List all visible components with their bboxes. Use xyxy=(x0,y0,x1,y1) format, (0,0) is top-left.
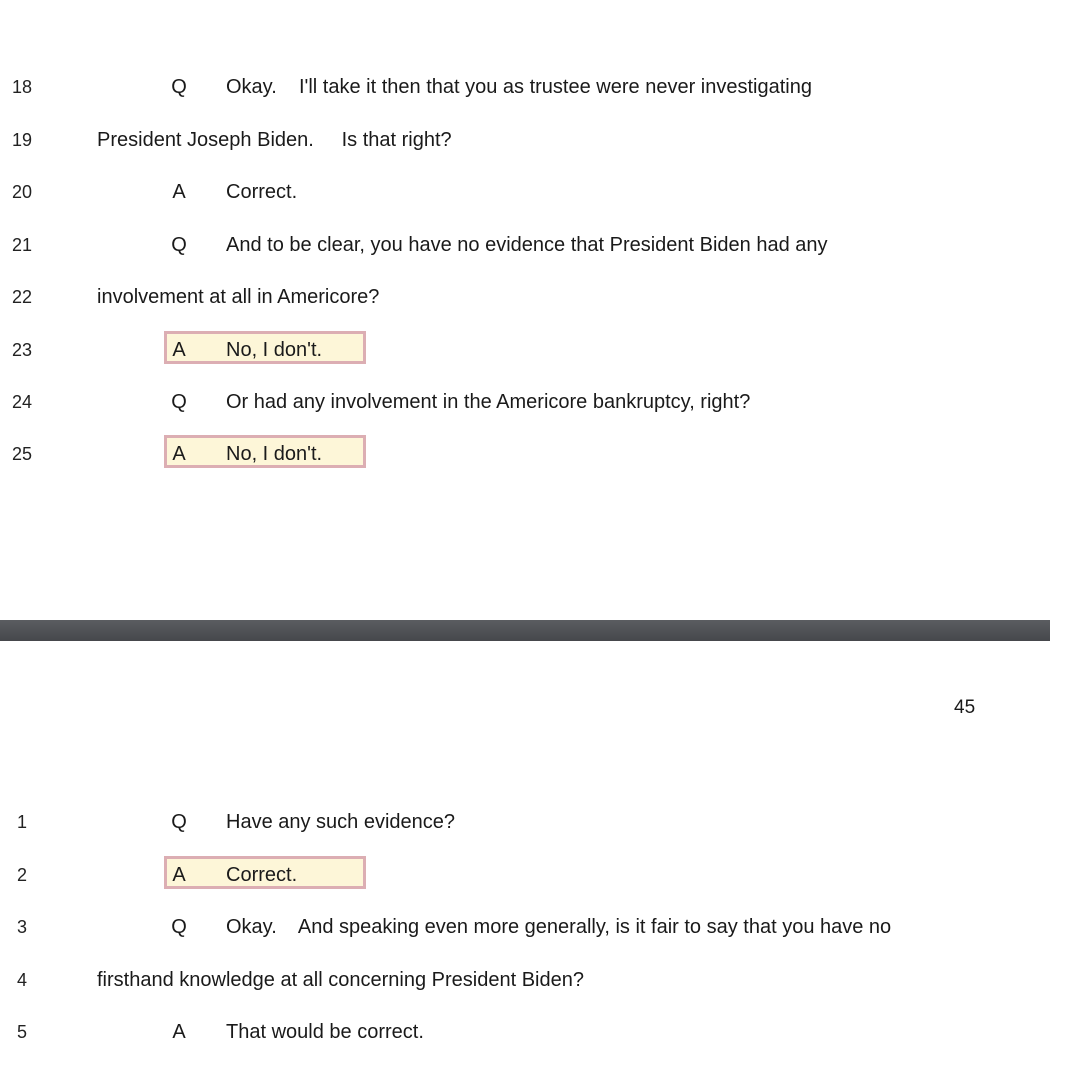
transcript-line xyxy=(0,282,1050,312)
line-text: firsthand knowledge at all concerning President Biden? xyxy=(97,969,584,991)
transcript-line-highlighted xyxy=(0,335,1050,365)
speaker-label: Q xyxy=(171,916,187,938)
speaker-label: A xyxy=(172,864,186,886)
line-number: 24 xyxy=(11,392,33,412)
line-number: 5 xyxy=(16,1022,27,1042)
speaker-label: A xyxy=(172,339,186,361)
speaker-label: Q xyxy=(171,811,187,833)
speaker-label: A xyxy=(172,443,186,465)
line-number: 2 xyxy=(16,865,27,885)
line-number: 23 xyxy=(11,340,33,360)
line-number: 20 xyxy=(11,182,33,202)
line-text: President Joseph Biden. Is that right? xyxy=(97,129,452,151)
transcript-line xyxy=(0,125,1050,155)
line-number: 4 xyxy=(16,970,27,990)
line-text: That would be correct. xyxy=(226,1021,424,1043)
transcript-line-highlighted xyxy=(0,439,1050,469)
line-number: 25 xyxy=(11,444,33,464)
transcript-line xyxy=(0,912,1050,942)
speaker-label: Q xyxy=(171,391,187,413)
line-text: And to be clear, you have no evidence that President Biden had any xyxy=(226,234,828,256)
transcript-line xyxy=(0,1017,1050,1047)
transcript-page-45 xyxy=(0,641,1050,1065)
line-number: 1 xyxy=(16,812,27,832)
line-text: Correct. xyxy=(226,864,298,886)
line-number: 18 xyxy=(11,77,33,97)
line-text: involvement at all in Americore? xyxy=(97,286,380,308)
line-number: 19 xyxy=(11,130,33,150)
page-divider xyxy=(0,620,1050,641)
page-number: 45 xyxy=(954,697,976,718)
line-number: 3 xyxy=(16,917,27,937)
line-text: No, I don't. xyxy=(226,443,323,465)
transcript-line xyxy=(0,965,1050,995)
transcript-line xyxy=(0,72,1050,102)
transcript-line-highlighted xyxy=(0,860,1050,890)
line-text: No, I don't. xyxy=(226,339,323,361)
transcript-line xyxy=(0,387,1050,417)
line-text: Correct. xyxy=(226,181,298,203)
speaker-label: A xyxy=(172,181,186,203)
line-text: Or had any involvement in the Americore bankruptcy, right? xyxy=(226,391,751,413)
transcript-line xyxy=(0,807,1050,837)
transcript-line xyxy=(0,177,1050,207)
line-number: 21 xyxy=(11,235,33,255)
line-number: 22 xyxy=(11,287,33,307)
speaker-label: Q xyxy=(171,234,187,256)
line-text: Okay. I'll take it then that you as trustee were never investigating xyxy=(226,76,812,98)
transcript-line xyxy=(0,230,1050,260)
speaker-label: A xyxy=(172,1021,186,1043)
speaker-label: Q xyxy=(171,76,187,98)
line-text: Have any such evidence? xyxy=(226,811,456,833)
line-text: Okay. And speaking even more generally, is it fair to say that you have no xyxy=(226,916,892,938)
